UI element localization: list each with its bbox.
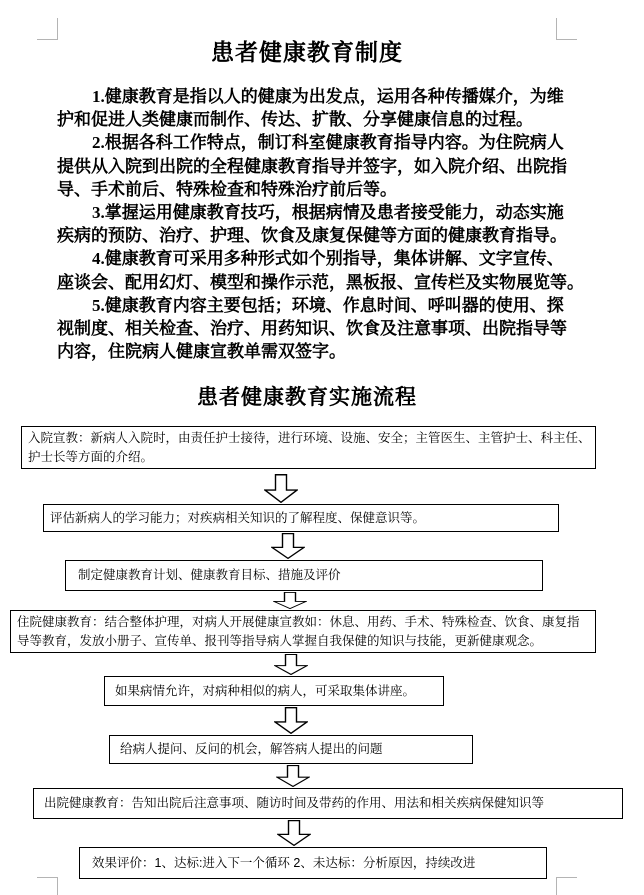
down-arrow-icon (271, 533, 305, 559)
flow-box-line: 入院宣教：新病人入院时，由责任护士接待，进行环境、设施、安全；主管医生、主管护士、科主任、 (28, 430, 591, 445)
body-line: 视制度、相关检查、治疗、用药知识、饮食及注意事项、出院指导等 (57, 319, 567, 339)
flow-box-line: 护士长等方面的介绍。 (28, 449, 154, 464)
flow-box-inpatient-education (10, 610, 596, 653)
down-arrow-icon (264, 474, 298, 503)
margin-crop-mark-top-right (556, 18, 577, 40)
flow-box-effect-evaluation (79, 847, 547, 879)
flow-box-line: 住院健康教育：结合整体护理，对病人开展健康宣教如：休息、用药、手术、特殊检查、饮食、康复指 (17, 614, 580, 629)
flow-box-line: 导等教育，发放小册子、宣传单、报刊等指导病人掌握自我保健的知识与技能，更新健康观念。 (17, 633, 543, 648)
down-arrow-icon (273, 592, 307, 609)
body-line: 护和促进人类健康而制作、传达、扩散、分享健康信息的过程。 (57, 110, 533, 130)
body-line: 提供从入院到出院的全程健康教育指导并签字，如入院介绍、出院指 (57, 156, 567, 176)
body-line: 4.健康教育可采用多种形式如个别指导，集体讲解、文字宣传、 (92, 249, 564, 269)
flow-box-admission-education (21, 426, 596, 469)
flow-box-assess-patient (43, 504, 559, 532)
down-arrow-icon (274, 654, 308, 675)
body-line: 2.根据各科工作特点，制订科室健康教育指导内容。为住院病人 (92, 133, 564, 153)
document-title: 患者健康教育制度 (211, 40, 403, 65)
body-line: 座谈会、配用幻灯、模型和操作示范，黑板报、宣传栏及实物展览等。 (57, 272, 584, 292)
flow-box-group-lecture (104, 676, 444, 706)
flow-box-question-answer (109, 735, 473, 764)
body-line: 5.健康教育内容主要包括；环境、作息时间、呼叫器的使用、探 (92, 295, 564, 315)
margin-crop-mark-bottom-right (556, 877, 577, 895)
body-line: 3.掌握运用健康教育技巧，根据病情及患者接受能力，动态实施 (92, 203, 564, 223)
flow-box-line: 给病人提问、反问的机会，解答病人提出的问题 (120, 742, 383, 756)
document-body (57, 85, 584, 363)
flow-box-line: 出院健康教育：告知出院后注意事项、随访时间及带药的作用、用法和相关疾病保健知识等 (44, 796, 545, 810)
body-line: 内容，住院病人健康宣教单需双签字。 (57, 342, 346, 362)
body-line: 疾病的预防、治疗、护理、饮食及康复保健等方面的健康教育指导。 (57, 226, 567, 246)
flow-box-discharge-education (33, 788, 623, 819)
down-arrow-icon (276, 765, 310, 787)
flow-box-line: 如果病情允许，对病种相似的病人，可采取集体讲座。 (115, 683, 416, 698)
flow-box-make-plan (65, 560, 543, 591)
down-arrow-icon (277, 820, 311, 846)
body-line: 导、手术前后、特殊检查和特殊治疗前后等。 (57, 179, 397, 199)
margin-crop-mark-top-left (37, 18, 58, 40)
margin-crop-mark-bottom-left (37, 877, 58, 895)
flowchart-title: 患者健康教育实施流程 (197, 385, 417, 409)
body-line: 1.健康教育是指以人的健康为出发点，运用各种传播媒介，为维 (92, 87, 564, 106)
down-arrow-icon (274, 707, 308, 734)
flow-box-line: 效果评价：1、达标:进入下一个循环 2、未达标：分析原因，持续改进 (92, 855, 476, 870)
flow-box-line: 制定健康教育计划、健康教育目标、措施及评价 (78, 568, 341, 582)
flow-box-line: 评估新病人的学习能力；对疾病相关知识的了解程度、保健意识等。 (50, 510, 426, 525)
